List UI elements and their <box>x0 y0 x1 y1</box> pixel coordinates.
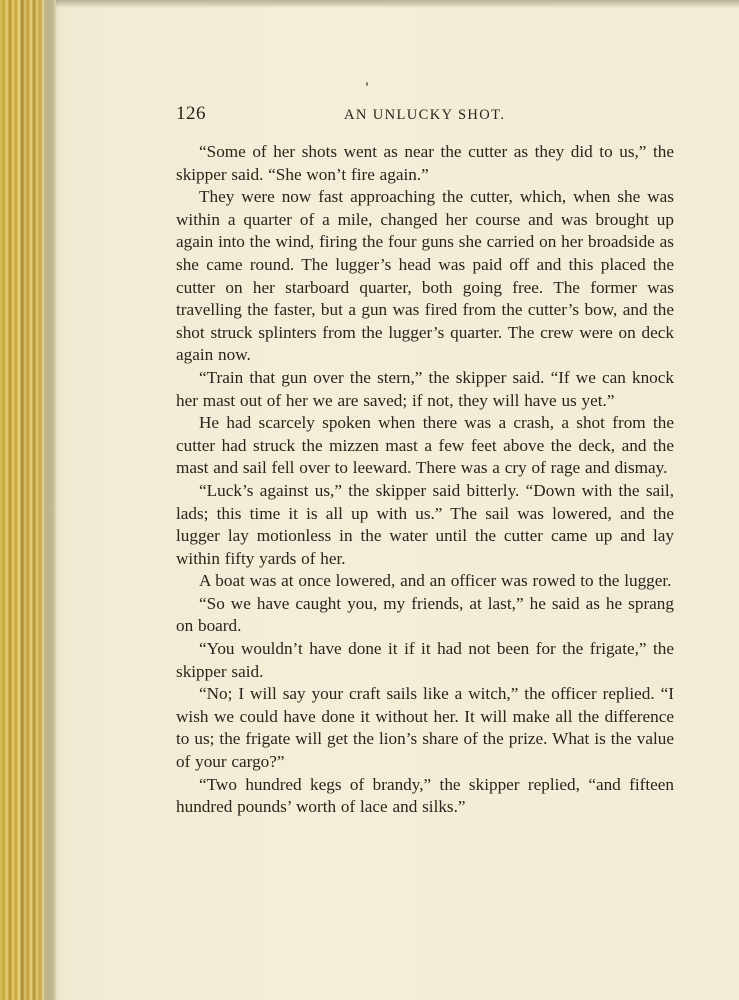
running-head <box>176 103 676 129</box>
paragraph: “Train that gun over the stern,” the skipper said. “If we can knock her mast out of her we are saved; if not, they will have us yet.” <box>176 367 674 410</box>
body-text <box>176 141 674 819</box>
paragraph: “Some of her shots went as near the cutter as they did to us,” the skipper said. “She won’t fire again.” <box>176 142 674 184</box>
paragraph: They were now fast approaching the cutter, which, when she was within a quarter of a mile, changed her course and was brought up again into the wind, firing the four guns she carried on her broadside as she came round. The lugger’s head was paid off and this placed the cutter on her starboard quarter, both going free. The former was travelling the faster, but a gun was fired from the cutter’s bow, and the shot struck splinters from the lugger’s quarter. The crew were on deck again now. <box>176 187 674 365</box>
paragraph: “You wouldn’t have done it if it had not been for the frigate,” the skipper said. <box>176 639 674 681</box>
running-title: AN UNLUCKY SHOT. <box>344 107 506 123</box>
paragraph: “Two hundred kegs of brandy,” the skipper replied, “and fifteen hundred pounds’ worth of lace and silks.” <box>176 774 674 817</box>
paragraph: He had scarcely spoken when there was a crash, a shot from the cutter had struck the mizzen mast a few feet above the deck, and the mast and sail fell over to leeward. There was a cry of rage and dismay. <box>176 413 674 478</box>
binding-shadow <box>44 0 60 1000</box>
page-top-edge <box>50 0 739 8</box>
ink-speck <box>366 82 368 86</box>
paragraph: “No; I will say your craft sails like a witch,” the officer replied. “I wish we could have done it without her. It will make all the difference to us; the frigate will get the lion’s share of the prize. What is the value of your cargo?” <box>176 684 674 772</box>
page-number: 126 <box>176 103 206 124</box>
paragraph: “So we have caught you, my friends, at last,” he said as he sprang on board. <box>176 593 674 636</box>
paragraph: “Luck’s against us,” the skipper said bitterly. “Down with the sail, lads; this time it is all up with us.” The sail was lowered, and the lugger lay motionless in the water until the cutter came up and lay within fifty yards of her. <box>176 480 674 568</box>
paragraph: A boat was at once lowered, and an officer was rowed to the lugger. <box>199 571 672 591</box>
